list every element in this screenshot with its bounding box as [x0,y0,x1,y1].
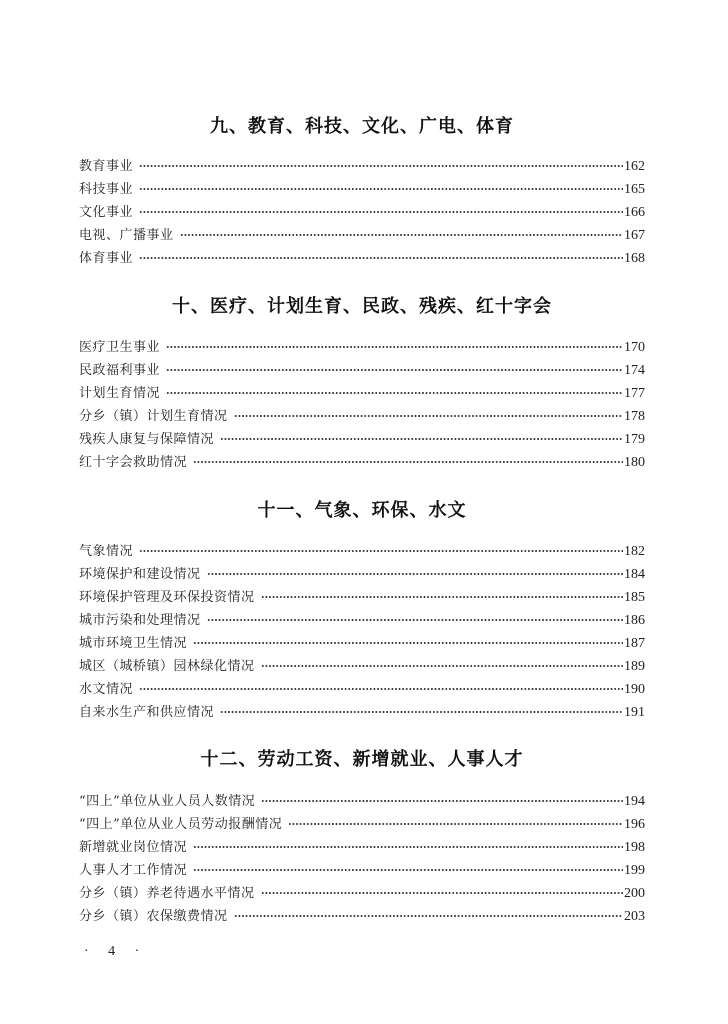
dot-leader [139,545,623,557]
dot-leader [139,183,623,195]
entry-label: 气象情况 [79,544,134,559]
toc-entry[interactable] [79,633,645,653]
entry-label: 新增就业岗位情况 [79,840,188,855]
entry-page-number: 199 [624,863,645,878]
entry-page-number: 184 [624,567,645,582]
dot-leader [261,660,623,672]
entry-label: 计划生育情况 [79,386,161,401]
dot-leader [166,341,623,353]
dot-leader [180,229,623,241]
entry-page-number: 189 [624,659,645,674]
entry-label: 教育事业 [79,159,134,174]
entry-label: 残疾人康复与保障情况 [79,432,215,447]
dot-leader [261,795,623,807]
toc-entry[interactable] [79,702,645,722]
entry-label: 城区（城桥镇）园林绿化情况 [79,659,255,674]
dot-leader [139,160,623,172]
entry-page-number: 196 [624,817,645,832]
entry-label: 科技事业 [79,182,134,197]
entry-page-number: 168 [624,251,645,266]
toc-entry[interactable] [79,337,645,357]
entry-label: 城市环境卫生情况 [79,636,188,651]
entry-label: 环境保护管理及环保投资情况 [79,590,255,605]
toc-entry[interactable] [79,564,645,584]
section-title-medical: 十、医疗、计划生育、民政、残疾、红十字会 [172,296,552,317]
dot-leader [166,387,623,399]
dot-leader [234,410,623,422]
toc-entry[interactable] [79,587,645,607]
dot-leader [139,206,623,218]
entry-label: 分乡（镇）农保缴费情况 [79,909,228,924]
entry-label: 自来水生产和供应情况 [79,705,215,720]
dot-leader [207,614,623,626]
entry-page-number: 165 [624,182,645,197]
entry-page-number: 186 [624,613,645,628]
dot-leader [220,433,623,445]
entry-page-number: 191 [624,705,645,720]
entry-label: 红十字会救助情况 [79,455,188,470]
entry-page-number: 203 [624,909,645,924]
toc-entry[interactable] [79,225,645,245]
entry-page-number: 200 [624,886,645,901]
entry-page-number: 187 [624,636,645,651]
entry-page-number: 180 [624,455,645,470]
entry-label: 医疗卫生事业 [79,340,161,355]
toc-entry[interactable] [79,610,645,630]
dot-leader [234,910,623,922]
entry-page-number: 194 [624,794,645,809]
toc-entry[interactable] [79,179,645,199]
dot-leader [139,683,623,695]
entry-label: 水文情况 [79,682,134,697]
dot-leader [288,818,623,830]
entry-label: 电视、广播事业 [79,228,174,243]
toc-entry[interactable] [79,906,645,926]
toc-entry[interactable] [79,656,645,676]
toc-entry[interactable] [79,156,645,176]
entry-label: 人事人才工作情况 [79,863,188,878]
entry-label: 民政福利事业 [79,363,161,378]
entry-page-number: 190 [624,682,645,697]
entry-label: “四上”单位从业人员人数情况 [79,794,256,809]
toc-entry[interactable] [79,406,645,426]
entry-page-number: 167 [624,228,645,243]
entry-page-number: 177 [624,386,645,401]
dot-leader [166,364,623,376]
toc-entry[interactable] [79,883,645,903]
toc-entry[interactable] [79,429,645,449]
toc-entry[interactable] [79,860,645,880]
entry-page-number: 198 [624,840,645,855]
toc-entry[interactable] [79,837,645,857]
entry-label: 分乡（镇）养老待遇水平情况 [79,886,255,901]
entry-page-number: 174 [624,363,645,378]
dot-leader [261,591,623,603]
toc-entry[interactable] [79,202,645,222]
dot-leader [193,841,623,853]
entry-label: 体育事业 [79,251,134,266]
entry-page-number: 185 [624,590,645,605]
section-title-labor: 十二、劳动工资、新增就业、人事人才 [200,749,524,770]
entry-page-number: 179 [624,432,645,447]
toc-entry[interactable] [79,383,645,403]
entry-label: 城市污染和处理情况 [79,613,201,628]
toc-entry[interactable] [79,679,645,699]
section-title-environment: 十一、气象、环保、水文 [257,500,467,521]
entry-page-number: 166 [624,205,645,220]
entry-label: 分乡（镇）计划生育情况 [79,409,228,424]
dot-leader [139,252,623,264]
dot-leader [193,456,623,468]
section-title-education: 九、教育、科技、文化、广电、体育 [210,116,514,137]
toc-entry[interactable] [79,814,645,834]
entry-page-number: 170 [624,340,645,355]
toc-entry[interactable] [79,452,645,472]
dot-leader [261,887,623,899]
toc-entry[interactable] [79,541,645,561]
dot-leader [193,637,623,649]
toc-entry[interactable] [79,360,645,380]
entry-label: 环境保护和建设情况 [79,567,201,582]
entry-label: “四上”单位从业人员劳动报酬情况 [79,817,283,832]
entry-page-number: 162 [624,159,645,174]
page-number-footer: · 4 · [84,944,148,959]
dot-leader [193,864,623,876]
dot-leader [207,568,623,580]
toc-entry[interactable] [79,248,645,268]
entry-page-number: 182 [624,544,645,559]
toc-entry[interactable] [79,791,645,811]
dot-leader [220,706,623,718]
entry-page-number: 178 [624,409,645,424]
entry-label: 文化事业 [79,205,134,220]
